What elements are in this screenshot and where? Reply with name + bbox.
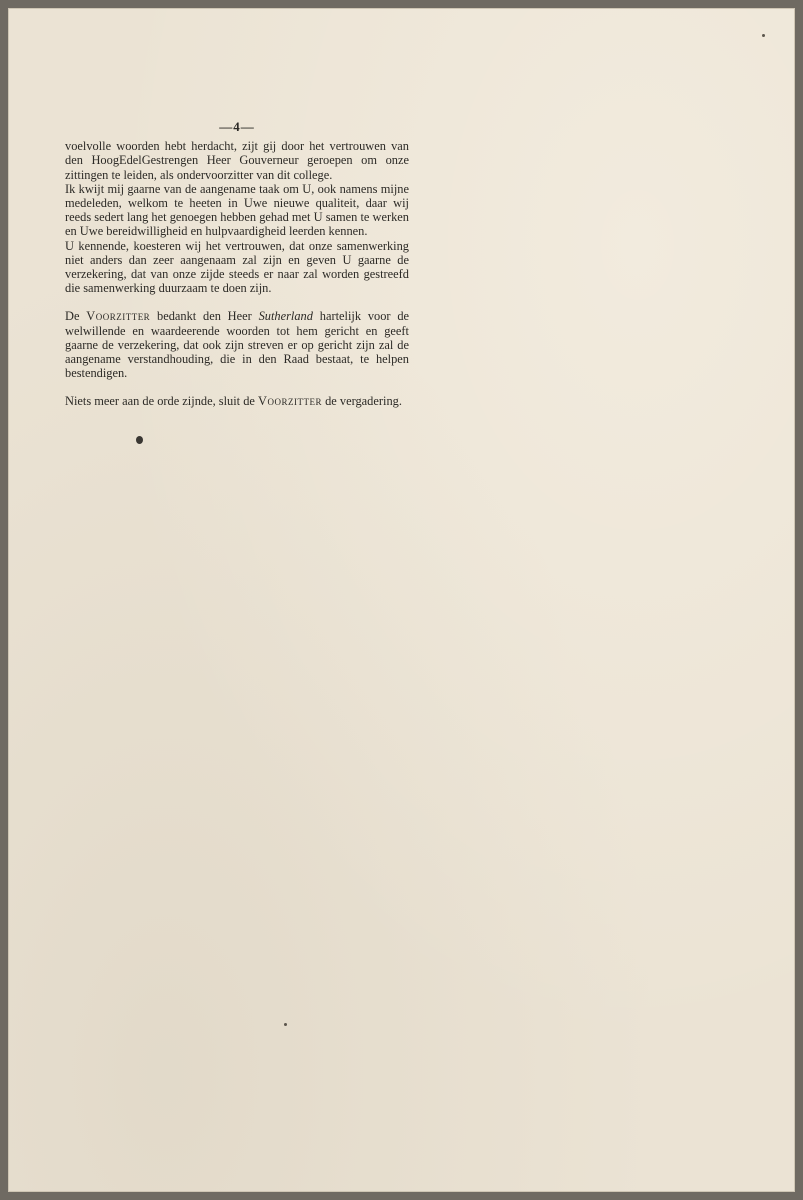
- paragraph-4-mid: bedankt den Heer: [157, 309, 252, 324]
- paragraph-3: U kennende, koesteren wij het vertrouwen, dat onze samenwerking niet anders dan zeer aangenaam zal zijn en geven U gaarne de verzekering, dat van onze zijde steeds er naar zal worden gestreefd die samenwerking duurzaam te doen zijn.: [65, 238, 409, 296]
- closing-ornament: [136, 436, 143, 444]
- speaker-voorzitter-closing: Voorzitter: [258, 394, 322, 409]
- page-number: —4—: [219, 119, 255, 134]
- paper-speck: [284, 1023, 287, 1026]
- paragraph-2: Ik kwijt mij gaarne van de aangename taak om U, ook namens mijne medeleden, welkom te heeten in Uwe nieuwe qualiteit, daar wij reeds sedert lang het genoegen hebben gehad met U samen te werken en Uwe bereidwilligheid en hulpvaardigheid leerden kennen.: [65, 181, 409, 239]
- paragraph-5-rest: de vergadering.: [325, 394, 402, 409]
- speaker-voorzitter: Voorzitter: [86, 309, 151, 324]
- paragraph-4: [65, 309, 409, 380]
- name-sutherland: Sutherland: [258, 309, 313, 324]
- paper-speck: [762, 34, 765, 37]
- paragraph-5: [65, 394, 409, 408]
- paragraph-1: voelvolle woorden hebt herdacht, zijt gij door het vertrouwen van den HoogEdelGestrengen Heer Gouverneur geroepen om onze zittingen te leiden, als ondervoorzitter van dit college.: [65, 139, 409, 182]
- document-page: [8, 8, 795, 1192]
- paragraph-4-rest: hartelijk voor de welwillende en waardeerende woorden tot hem gericht en geeft gaarne de verzekering, dat ook zijn streven er op gericht zijn zal de aangename verstandhouding, die in den Raad bestaat, te helpen bestendigen.: [65, 309, 410, 381]
- paragraph-5-prefix: Niets meer aan de orde zijnde, sluit de: [65, 394, 255, 409]
- text-column: [65, 120, 409, 409]
- paragraph-4-prefix: De: [65, 309, 80, 324]
